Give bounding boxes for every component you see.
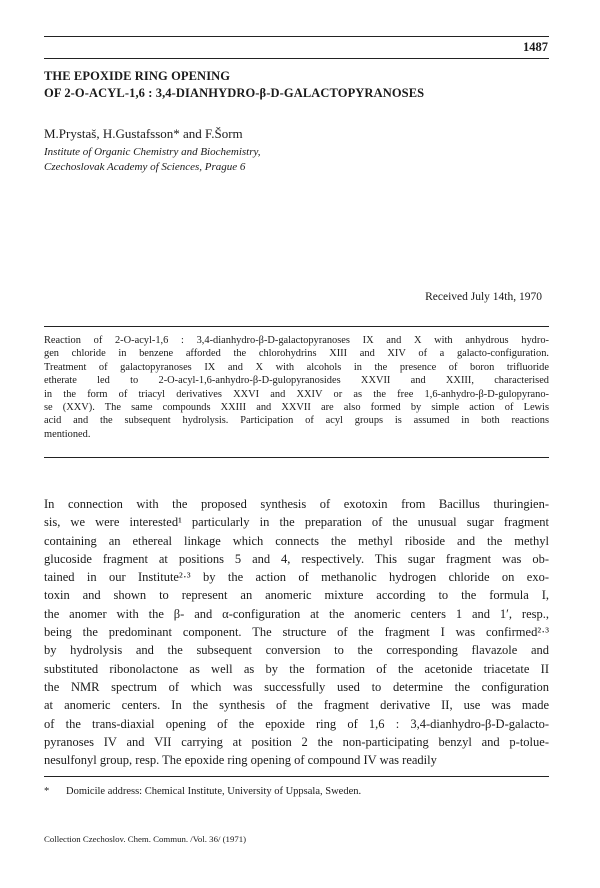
- title-line: THE EPOXIDE RING OPENING: [44, 69, 231, 83]
- title-line: OF 2-O-ACYL-1,6 : 3,4-DIANHYDRO-β-D-GALACTOPYRANOSES: [44, 86, 425, 100]
- body-line: pyranoses IV and VII carrying at position 2 the non-participating benzyl and p-tolue-: [44, 734, 549, 749]
- body-line: substituted ribonolactone as well as by the formation of the acetonide triacetate II: [44, 661, 549, 676]
- affiliation-line: Institute of Organic Chemistry and Biochemistry,: [44, 146, 261, 158]
- abstract-line: Reaction of 2-O-acyl-1,6 : 3,4-dianhydro-β-D-galactopyranoses IX and X with anhydrous hydro-: [44, 335, 549, 346]
- body-line: being the predominant component. The structure of the fragment I was confirmed²·³: [44, 625, 549, 640]
- abstract-line: acid and the subsequent hydrolysis. Participation of acyl groups is assumed in both reactions: [44, 415, 549, 427]
- body-line: In connection with the proposed synthesis of exotoxin from Bacillus thuringien-: [44, 497, 549, 511]
- body-line: tained in our Institute²·³ by the action of methanolic hydrogen chloride on exo-: [44, 570, 549, 585]
- top-rule: [44, 36, 549, 37]
- abstract: [44, 334, 549, 441]
- abstract-bottom-rule: [44, 457, 549, 458]
- body-line: containing an ethereal linkage which connects the methyl riboside and the methyl: [44, 533, 549, 548]
- authors: M.Prystaš, H.Gustafsson* and F.Šorm: [44, 126, 243, 141]
- footnote-mark: *: [44, 786, 50, 797]
- body-line: toxin and shown to represent an anomeric mixture according to the formula I,: [44, 588, 549, 603]
- body-line: the anomer with the β- and α-configuration at the anomeric centers 1 and 1′, resp.,: [44, 606, 549, 621]
- abstract-line: in the form of triacyl derivatives XXVI and XXIV or as the free 1,6-anhydro-β-D-gulopyrano-: [44, 388, 549, 400]
- body-line: glucoside fragment at positions 5 and 4, respectively. This sugar fragment was ob-: [44, 551, 549, 566]
- footnote-rule: [44, 776, 549, 777]
- body-line: the NMR spectrum of which was successfully used to determine the configuration: [44, 679, 549, 694]
- abstract-line: gen chloride in benzene afforded the chlorohydrins XIII and XIV of a galacto-configuration.: [44, 348, 549, 360]
- header-rule: [44, 58, 549, 59]
- abstract-line: mentioned.: [44, 428, 91, 440]
- paper-title: [44, 68, 424, 102]
- body-line: nesulfonyl group, resp. The epoxide ring opening of compound IV was readily: [44, 753, 437, 768]
- affiliation-line: Czechoslovak Academy of Sciences, Prague 6: [44, 160, 246, 173]
- affiliation: [44, 145, 261, 174]
- abstract-line: Treatment of galactopyranoses IX and X with alcohols in the presence of boron trifluoride: [44, 361, 549, 373]
- footnote: [44, 786, 361, 797]
- body-line: by hydrolysis and the subsequent conversion to the corresponding flavazole and: [44, 643, 549, 658]
- footnote-text: Domicile address: Chemical Institute, University of Uppsala, Sweden.: [66, 786, 362, 797]
- body-line: at anomeric centers. In the synthesis of the fragment derivative II, use was made: [44, 698, 549, 713]
- body-text: [44, 495, 549, 769]
- abstract-line: etherate led to 2-O-acyl-1,6-anhydro-β-D-gulopyranosides XXVII and XXIII, characterised: [44, 375, 549, 387]
- page-number: 1487: [523, 40, 548, 54]
- received-date: Received July 14th, 1970: [425, 291, 542, 303]
- journal-citation: Collection Czechoslov. Chem. Commun. /Vol. 36/ (1971): [44, 834, 247, 844]
- abstract-line: se (XXV). The same compounds XXIII and XXVII are also formed by simple action of Lewis: [44, 402, 549, 414]
- abstract-top-rule: [44, 326, 549, 327]
- body-line: sis, we were interested¹ particularly in the preparation of the unusual sugar fragment: [44, 515, 549, 530]
- body-line: of the trans-diaxial opening of the epoxide ring of 1,6 : 3,4-dianhydro-β-D-galacto-: [44, 716, 549, 731]
